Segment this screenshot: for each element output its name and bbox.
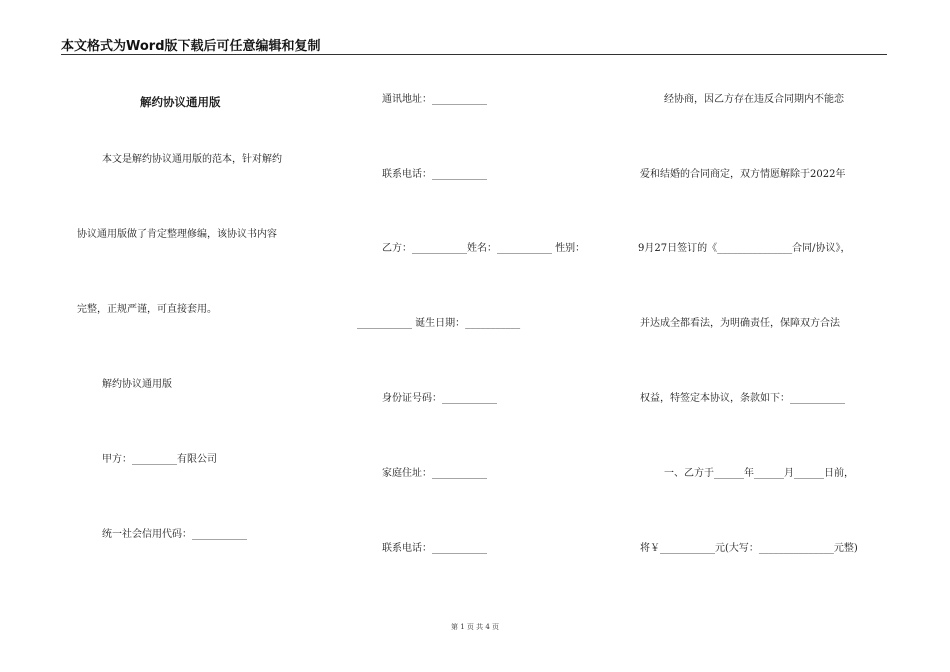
id-number-line: 身份证号码：___________	[382, 393, 497, 404]
party-b-line: 乙方：___________姓名：___________ 性别：	[382, 243, 586, 254]
phone-line-1: 联系电话：___________	[382, 169, 487, 180]
header-text: 本文格式为Word版下载后可任意编辑和复制	[61, 39, 321, 54]
intro-line-1: 本文是解约协议通用版的范本，针对解约	[102, 154, 282, 165]
body-line-4: 并达成全都看法，为明确责任，保障双方合法	[640, 318, 840, 329]
intro-line-2: 协议通用版做了肯定整理修编，该协议书内容	[77, 229, 277, 240]
phone-line-2: 联系电话：___________	[382, 543, 487, 554]
address-line: 通讯地址：___________	[382, 94, 487, 105]
section-subtitle: 解约协议通用版	[102, 379, 172, 390]
credit-code-line: 统一社会信用代码：___________	[102, 529, 247, 540]
party-a-line: 甲方：_________有限公司	[102, 454, 217, 465]
birth-line: ___________ 诞生日期：___________	[357, 318, 521, 329]
body-line-3: 9月27日签订的《_______________合同/协议》，	[638, 243, 851, 254]
document-title: 解约协议通用版	[140, 95, 221, 109]
intro-line-3: 完整，正规严谨，可直接套用。	[77, 304, 217, 315]
page-header	[61, 36, 887, 55]
page-number: 第 1 页 共 4 页	[450, 623, 500, 631]
home-address-line: 家庭住址：___________	[382, 468, 487, 479]
body-line-1: 经协商，因乙方存在违反合同期内不能恋	[664, 94, 844, 105]
clause-1-line: 一、乙方于______年______月______日前，	[664, 468, 854, 479]
body-line-2: 爱和结婚的合同商定，双方情愿解除于2022年	[640, 169, 846, 180]
clause-1-amount-line: 将￥___________元(大写：_______________元整)	[640, 543, 858, 554]
body-line-5: 权益，特签定本协议，条款如下：___________	[640, 393, 845, 404]
